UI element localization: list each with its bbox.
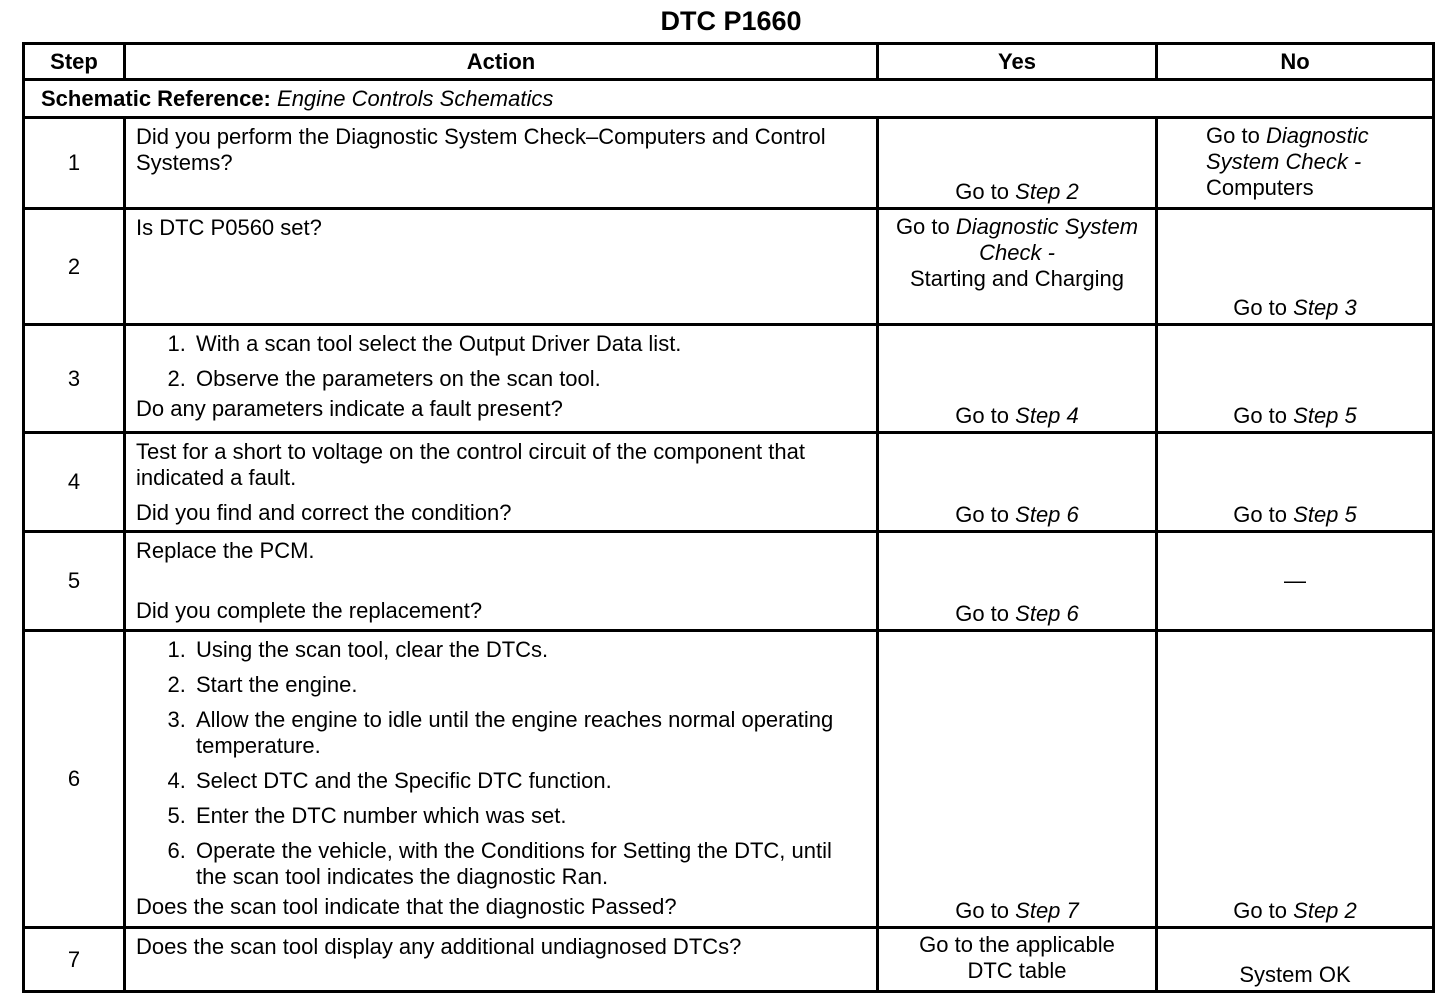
schematic-reference-row	[24, 80, 1434, 118]
go-to-label: Go to	[955, 898, 1010, 923]
schematic-reference-label: Schematic Reference:	[41, 85, 271, 111]
action-text: Did you perform the Diagnostic System Check–Computers and Control Systems?	[136, 124, 826, 175]
no-cell	[1157, 928, 1434, 992]
action-question: Did you find and correct the condition?	[136, 500, 512, 525]
go-to-label: Go to	[1233, 898, 1288, 923]
action-cell	[125, 928, 878, 992]
action-list	[136, 637, 868, 890]
action-question: Do any parameters indicate a fault present?	[136, 396, 563, 421]
yes-italic: Diagnostic System Check -	[955, 214, 1139, 265]
yes-cell	[878, 532, 1157, 631]
action-cell	[125, 433, 878, 532]
go-to-label: Go to	[1206, 123, 1260, 148]
page-title: DTC P1660	[660, 6, 802, 36]
step-number: 7	[24, 928, 125, 992]
header-no: No	[1157, 44, 1434, 80]
yes-step: Step 6	[1015, 601, 1079, 626]
no-cell	[1157, 532, 1434, 631]
yes-cell	[878, 209, 1157, 325]
action-text: Test for a short to voltage on the control circuit of the component that indicated a fault.	[136, 439, 805, 490]
schematic-reference-value: Engine Controls Schematics	[277, 85, 554, 111]
go-to-label: Go to	[955, 403, 1010, 428]
go-to-label: Go to	[955, 179, 1010, 204]
header-yes: Yes	[878, 44, 1157, 80]
yes-step: Step 2	[1015, 179, 1079, 204]
list-item: 4. Select DTC and the Specific DTC function.	[192, 768, 868, 794]
no-dash: —	[1284, 568, 1306, 593]
yes-step: Step 6	[1015, 502, 1079, 527]
yes-step: Step 7	[1015, 898, 1079, 923]
yes-cell	[878, 928, 1157, 992]
step-number: 6	[24, 631, 125, 928]
go-to-label: Go to	[955, 502, 1010, 527]
yes-cell	[878, 325, 1157, 433]
step-number: 3	[24, 325, 125, 433]
action-cell	[125, 325, 878, 433]
action-text: Is DTC P0560 set?	[136, 215, 322, 240]
no-cell	[1157, 118, 1434, 209]
header-step: Step	[24, 44, 125, 80]
action-cell	[125, 209, 878, 325]
diagnostic-table	[22, 42, 1435, 993]
no-step: Step 5	[1293, 403, 1357, 428]
action-question: Does the scan tool indicate that the diagnostic Passed?	[136, 894, 677, 919]
no-step: Step 3	[1293, 295, 1357, 320]
step-number: 2	[24, 209, 125, 325]
list-item: 6. Operate the vehicle, with the Conditions for Setting the DTC, until the scan tool indicates the diagnostic Ran.	[192, 838, 868, 890]
yes-step: Step 4	[1015, 403, 1079, 428]
list-item: 5. Enter the DTC number which was set.	[192, 803, 868, 829]
table-row	[24, 928, 1434, 992]
go-to-label: Go to	[1233, 295, 1288, 320]
no-step: Step 2	[1293, 898, 1357, 923]
yes-text: Go to the applicable DTC table	[919, 932, 1115, 983]
go-to-label: Go to	[955, 601, 1010, 626]
step-number: 4	[24, 433, 125, 532]
no-text: System OK	[1239, 962, 1351, 987]
no-step: Step 5	[1293, 502, 1357, 527]
table-header-row	[24, 44, 1434, 80]
action-cell	[125, 118, 878, 209]
table-row	[24, 118, 1434, 209]
list-item: 2. Start the engine.	[192, 672, 868, 698]
action-list	[136, 331, 868, 392]
yes-cell	[878, 118, 1157, 209]
yes-cell	[878, 433, 1157, 532]
list-item: 1. With a scan tool select the Output Driver Data list.	[192, 331, 868, 357]
table-row	[24, 209, 1434, 325]
no-cell	[1157, 631, 1434, 928]
action-text: Replace the PCM.	[136, 538, 315, 563]
no-cell	[1157, 325, 1434, 433]
yes-cell	[878, 631, 1157, 928]
table-row	[24, 631, 1434, 928]
action-cell	[125, 631, 878, 928]
list-item: 2. Observe the parameters on the scan tool.	[192, 366, 868, 392]
go-to-label: Go to	[895, 214, 950, 239]
yes-plain: Starting and Charging	[909, 266, 1125, 291]
list-item: 1. Using the scan tool, clear the DTCs.	[192, 637, 868, 663]
no-italic: Diagnostic System Check -	[1206, 123, 1369, 174]
action-text: Does the scan tool display any additional undiagnosed DTCs?	[136, 934, 742, 959]
table-row	[24, 433, 1434, 532]
step-number: 5	[24, 532, 125, 631]
table-row	[24, 325, 1434, 433]
go-to-label: Go to	[1233, 502, 1288, 527]
go-to-label: Go to	[1233, 403, 1288, 428]
step-number: 1	[24, 118, 125, 209]
header-action: Action	[125, 44, 878, 80]
no-cell	[1157, 209, 1434, 325]
list-item: 3. Allow the engine to idle until the engine reaches normal operating temperature.	[192, 707, 868, 759]
schematic-reference	[24, 80, 1434, 118]
action-cell	[125, 532, 878, 631]
no-cell	[1157, 433, 1434, 532]
table-row	[24, 532, 1434, 631]
no-plain: Computers	[1206, 175, 1314, 200]
action-question: Did you complete the replacement?	[136, 598, 483, 623]
